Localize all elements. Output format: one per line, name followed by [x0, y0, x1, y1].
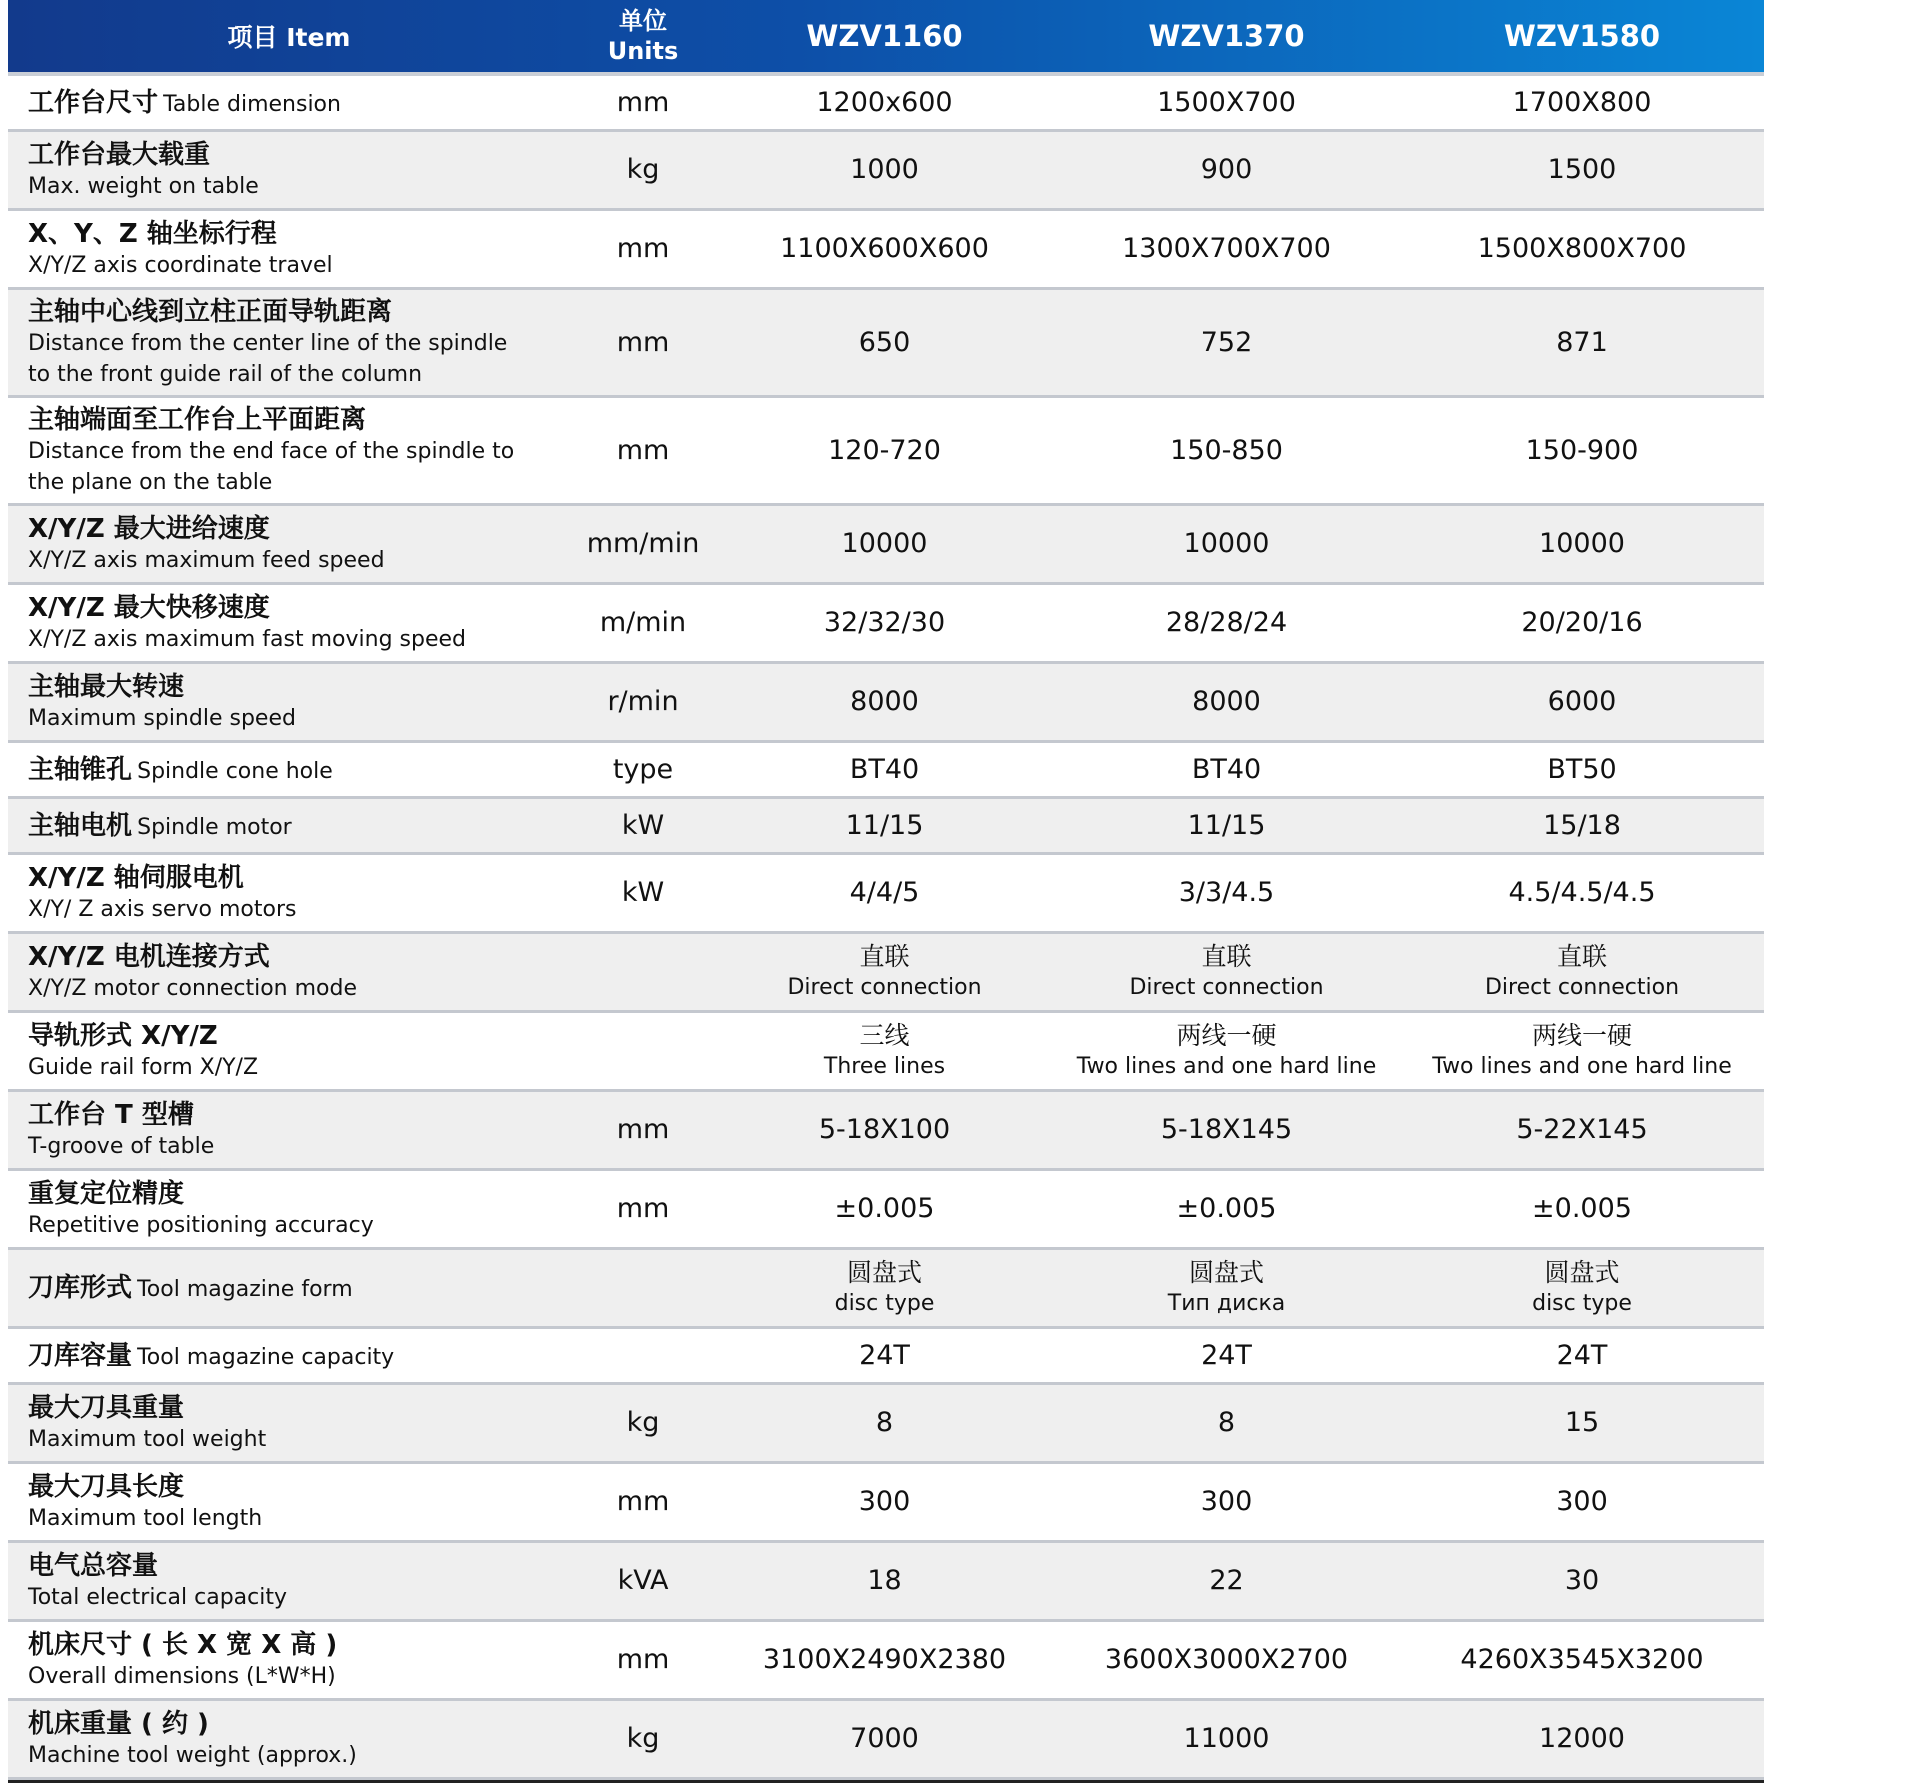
value-cell: BT40: [849, 753, 920, 785]
table-row: [8, 799, 1764, 855]
value-cell: BT40: [1191, 753, 1262, 785]
value-cell: 24T: [1556, 1339, 1608, 1371]
header-item: 项目 Item: [227, 23, 351, 52]
value-cell: BT50: [1547, 753, 1617, 785]
item-en: X/Y/Z axis coordinate travel: [28, 252, 333, 278]
value-cell: 22: [1209, 1565, 1244, 1596]
table-header: [8, 0, 1764, 76]
item-en: Maximum tool weight: [28, 1426, 267, 1452]
item-en: X/Y/Z axis maximum feed speed: [28, 547, 385, 573]
unit-cell: r/min: [607, 686, 679, 717]
table-row: [8, 76, 1764, 132]
spec-item: [8, 671, 570, 734]
value-cell: 24T: [859, 1339, 910, 1371]
value-cell: 150-850: [1170, 434, 1283, 466]
value-cell: ±0.005: [1176, 1193, 1277, 1224]
value-cell: [1400, 1020, 1764, 1082]
value-en: disc type: [1532, 1291, 1632, 1316]
item-en: Distance from the end face of the spindle to: [28, 438, 515, 464]
item-en: Table dimension: [163, 91, 341, 117]
header-units-en: Units: [607, 37, 679, 65]
item-zh: 机床尺寸 ( 长 X 宽 X 高 ): [28, 1629, 338, 1660]
item-zh: 重复定位精度: [28, 1178, 185, 1209]
value-cell: 300: [1200, 1486, 1253, 1517]
item-en: Spindle cone hole: [137, 758, 333, 784]
value-zh: 直联: [1201, 942, 1252, 971]
table-row: [8, 743, 1764, 799]
table-row: [8, 398, 1764, 506]
value-en: Direct connection: [1129, 975, 1324, 1000]
value-cell: 5-18X145: [1160, 1114, 1293, 1145]
value-cell: 4.5/4.5/4.5: [1508, 877, 1656, 908]
value-cell: 30: [1564, 1565, 1600, 1596]
spec-item: [8, 1708, 570, 1771]
value-cell: 752: [1200, 326, 1253, 358]
value-cell: 1000: [850, 154, 919, 185]
value-cell: 1200x600: [816, 86, 953, 118]
value-cell: 3/3/4.5: [1178, 877, 1275, 908]
value-cell: 7000: [850, 1723, 919, 1754]
value-cell: 18: [867, 1565, 902, 1596]
item-en: X/Y/Z motor connection mode: [28, 975, 358, 1001]
item-en: Guide rail form X/Y/Z: [28, 1054, 259, 1080]
table-row: [8, 1464, 1764, 1543]
value-cell: 1300X700X700: [1122, 233, 1331, 264]
table-row: [8, 664, 1764, 743]
value-cell: ±0.005: [834, 1193, 935, 1224]
item-en: to the front guide rail of the column: [28, 361, 423, 387]
spec-item: [8, 139, 570, 202]
value-cell: 8000: [850, 686, 919, 717]
item-zh: X/Y/Z 电机连接方式: [28, 941, 270, 972]
item-en: X/Y/ Z axis servo motors: [28, 896, 297, 922]
value-en: Direct connection: [787, 975, 982, 1000]
table-row: [8, 506, 1764, 585]
unit-cell: kW: [621, 877, 665, 908]
value-zh: 直联: [859, 942, 910, 971]
item-en: Tool magazine capacity: [137, 1344, 395, 1370]
spec-item: [8, 1550, 570, 1613]
unit-cell: type: [612, 753, 674, 785]
value-cell: 15/18: [1543, 809, 1621, 841]
table-row: [8, 1092, 1764, 1171]
value-cell: [716, 1257, 1053, 1319]
spec-item: [8, 1178, 570, 1241]
value-en: Two lines and one hard line: [1076, 1054, 1377, 1079]
item-en: the plane on the table: [28, 469, 273, 495]
spec-item: [8, 513, 570, 576]
item-en: Repetitive positioning accuracy: [28, 1212, 374, 1238]
table-row: [8, 934, 1764, 1013]
table-row: [8, 855, 1764, 934]
spec-item: [8, 1629, 570, 1692]
item-en: Overall dimensions (L*W*H): [28, 1663, 336, 1689]
value-cell: 5-22X145: [1516, 1114, 1648, 1145]
item-zh: 主轴中心线到立柱正面导轨距离: [28, 296, 393, 327]
table-row: [8, 585, 1764, 664]
item-zh: 导轨形式 X/Y/Z: [28, 1020, 218, 1051]
value-cell: 5-18X100: [818, 1114, 951, 1145]
item-zh: 工作台 T 型槽: [28, 1099, 194, 1130]
spec-item: [8, 1099, 570, 1162]
value-cell: 1100X600X600: [780, 233, 989, 264]
value-cell: 20/20/16: [1521, 607, 1643, 638]
unit-cell: mm: [616, 326, 670, 358]
value-cell: 1500: [1547, 154, 1617, 185]
value-en: Two lines and one hard line: [1432, 1054, 1732, 1079]
item-zh: 主轴端面至工作台上平面距离: [28, 404, 367, 435]
value-cell: 10000: [841, 528, 928, 559]
value-cell: 900: [1200, 154, 1253, 185]
table-row: [8, 290, 1764, 398]
header-model: WZV1160: [806, 19, 963, 53]
item-zh: X/Y/Z 最大快移速度: [28, 592, 270, 623]
value-zh: 圆盘式: [1544, 1258, 1620, 1287]
unit-cell: kg: [626, 1723, 660, 1754]
item-en: Tool magazine form: [137, 1277, 353, 1302]
spec-item: [8, 1020, 570, 1083]
value-cell: 28/28/24: [1165, 607, 1288, 638]
item-zh: 主轴锥孔: [28, 754, 133, 785]
item-en: Max. weight on table: [28, 173, 259, 199]
table-row: [8, 1171, 1764, 1250]
item-zh: 电气总容量: [28, 1550, 159, 1581]
value-cell: [1053, 1020, 1400, 1082]
value-cell: 3600X3000X2700: [1104, 1644, 1349, 1675]
item-en: Spindle motor: [137, 814, 292, 840]
value-cell: 120-720: [828, 434, 941, 466]
unit-cell: mm: [616, 1486, 670, 1517]
unit-cell: kg: [626, 154, 660, 185]
value-cell: [1053, 941, 1400, 1003]
item-zh: 刀库容量: [28, 1340, 133, 1371]
unit-cell: kVA: [617, 1565, 669, 1596]
value-cell: 32/32/30: [823, 607, 946, 638]
unit-cell: mm/min: [586, 528, 700, 559]
spec-item: [8, 1272, 570, 1304]
unit-cell: kg: [626, 1407, 660, 1438]
value-zh: 两线一硬: [1531, 1021, 1632, 1050]
value-zh: 圆盘式: [1188, 1258, 1264, 1287]
value-cell: 4/4/5: [849, 877, 920, 908]
unit-cell: mm: [616, 434, 670, 466]
table-row: [8, 1543, 1764, 1622]
value-cell: 650: [858, 326, 911, 358]
table-row: [8, 1622, 1764, 1701]
item-zh: 工作台尺寸: [28, 87, 159, 118]
table-row: [8, 1385, 1764, 1464]
spec-item: [8, 218, 570, 281]
header-model: WZV1370: [1148, 19, 1305, 53]
spec-item: [8, 862, 570, 925]
item-en: Maximum tool length: [28, 1505, 263, 1531]
unit-cell: mm: [616, 86, 670, 118]
value-cell: 10000: [1539, 528, 1625, 559]
item-en: Maximum spindle speed: [28, 705, 296, 731]
spec-item: [8, 1392, 570, 1455]
item-zh: 主轴最大转速: [28, 671, 185, 702]
header-units-zh: 单位: [619, 7, 667, 35]
item-en: X/Y/Z axis maximum fast moving speed: [28, 626, 467, 652]
value-cell: 8: [1217, 1407, 1236, 1438]
value-en: Three lines: [823, 1054, 946, 1079]
value-cell: [1400, 941, 1764, 1003]
item-zh: 机床重量 ( 约 ): [28, 1708, 209, 1739]
item-en: Machine tool weight (approx.): [28, 1742, 357, 1768]
unit-cell: mm: [616, 1193, 670, 1224]
item-en: Distance from the center line of the spindle: [28, 330, 508, 356]
unit-cell: mm: [616, 233, 670, 264]
value-cell: [716, 941, 1053, 1003]
spec-table: [8, 0, 1764, 1780]
value-cell: 11/15: [845, 809, 924, 841]
value-cell: ±0.005: [1532, 1193, 1632, 1224]
value-cell: 1500X700: [1157, 86, 1296, 118]
value-cell: 11000: [1183, 1723, 1270, 1754]
spec-item: [8, 810, 570, 842]
spec-item: [8, 1471, 570, 1534]
table-row: [8, 211, 1764, 290]
value-cell: 6000: [1547, 686, 1617, 717]
value-cell: 300: [1556, 1486, 1608, 1517]
spec-item: [8, 404, 570, 498]
value-zh: 三线: [859, 1021, 910, 1050]
value-en: Direct connection: [1484, 975, 1680, 1000]
spec-item: [8, 941, 570, 1004]
value-cell: 150-900: [1525, 434, 1639, 466]
item-zh: X/Y/Z 轴伺服电机: [28, 862, 244, 893]
value-cell: 1700X800: [1512, 86, 1652, 118]
value-cell: 8000: [1192, 686, 1261, 717]
item-zh: 工作台最大载重: [28, 139, 211, 170]
value-cell: 4260X3545X3200: [1460, 1644, 1704, 1675]
value-cell: [1400, 1257, 1764, 1319]
unit-cell: m/min: [599, 607, 687, 638]
value-zh: 直联: [1556, 942, 1607, 971]
value-cell: 24T: [1201, 1339, 1252, 1371]
unit-cell: mm: [616, 1114, 670, 1145]
spec-item: [8, 592, 570, 655]
unit-cell: kW: [621, 809, 665, 841]
item-en: T-groove of table: [28, 1133, 215, 1159]
item-zh: 主轴电机: [28, 810, 133, 841]
value-cell: 12000: [1539, 1723, 1625, 1754]
table-row: [8, 1329, 1764, 1385]
value-cell: 3100X2490X2380: [762, 1644, 1007, 1675]
header-model: WZV1580: [1503, 19, 1661, 53]
item-zh: X/Y/Z 最大进给速度: [28, 513, 270, 544]
value-zh: 圆盘式: [846, 1258, 922, 1287]
spec-item: [8, 296, 570, 390]
spec-item: [8, 754, 570, 786]
value-cell: 11/15: [1187, 809, 1266, 841]
value-cell: 8: [875, 1407, 894, 1438]
item-zh: 刀库形式: [28, 1273, 133, 1303]
spec-item: [8, 87, 570, 119]
table-row: [8, 1250, 1764, 1329]
value-en: disc type: [834, 1291, 935, 1316]
item-zh: 最大刀具重量: [28, 1392, 185, 1423]
value-en: Тип диска: [1167, 1291, 1286, 1316]
table-row: [8, 132, 1764, 211]
item-en: Total electrical capacity: [28, 1584, 287, 1610]
table-row: [8, 1701, 1764, 1780]
value-zh: 两线一硬: [1176, 1021, 1277, 1050]
value-cell: [716, 1020, 1053, 1082]
unit-cell: mm: [616, 1644, 670, 1675]
value-cell: 300: [858, 1486, 911, 1517]
table-row: [8, 1013, 1764, 1092]
value-cell: 15: [1564, 1407, 1600, 1438]
value-cell: 1500X800X700: [1477, 233, 1687, 264]
value-cell: [1053, 1257, 1400, 1319]
value-cell: 871: [1556, 326, 1608, 358]
spec-item: [8, 1340, 570, 1372]
header-units: [570, 6, 716, 66]
value-cell: 10000: [1183, 528, 1270, 559]
item-zh: X、Y、Z 轴坐标行程: [28, 218, 277, 249]
item-zh: 最大刀具长度: [28, 1471, 185, 1502]
